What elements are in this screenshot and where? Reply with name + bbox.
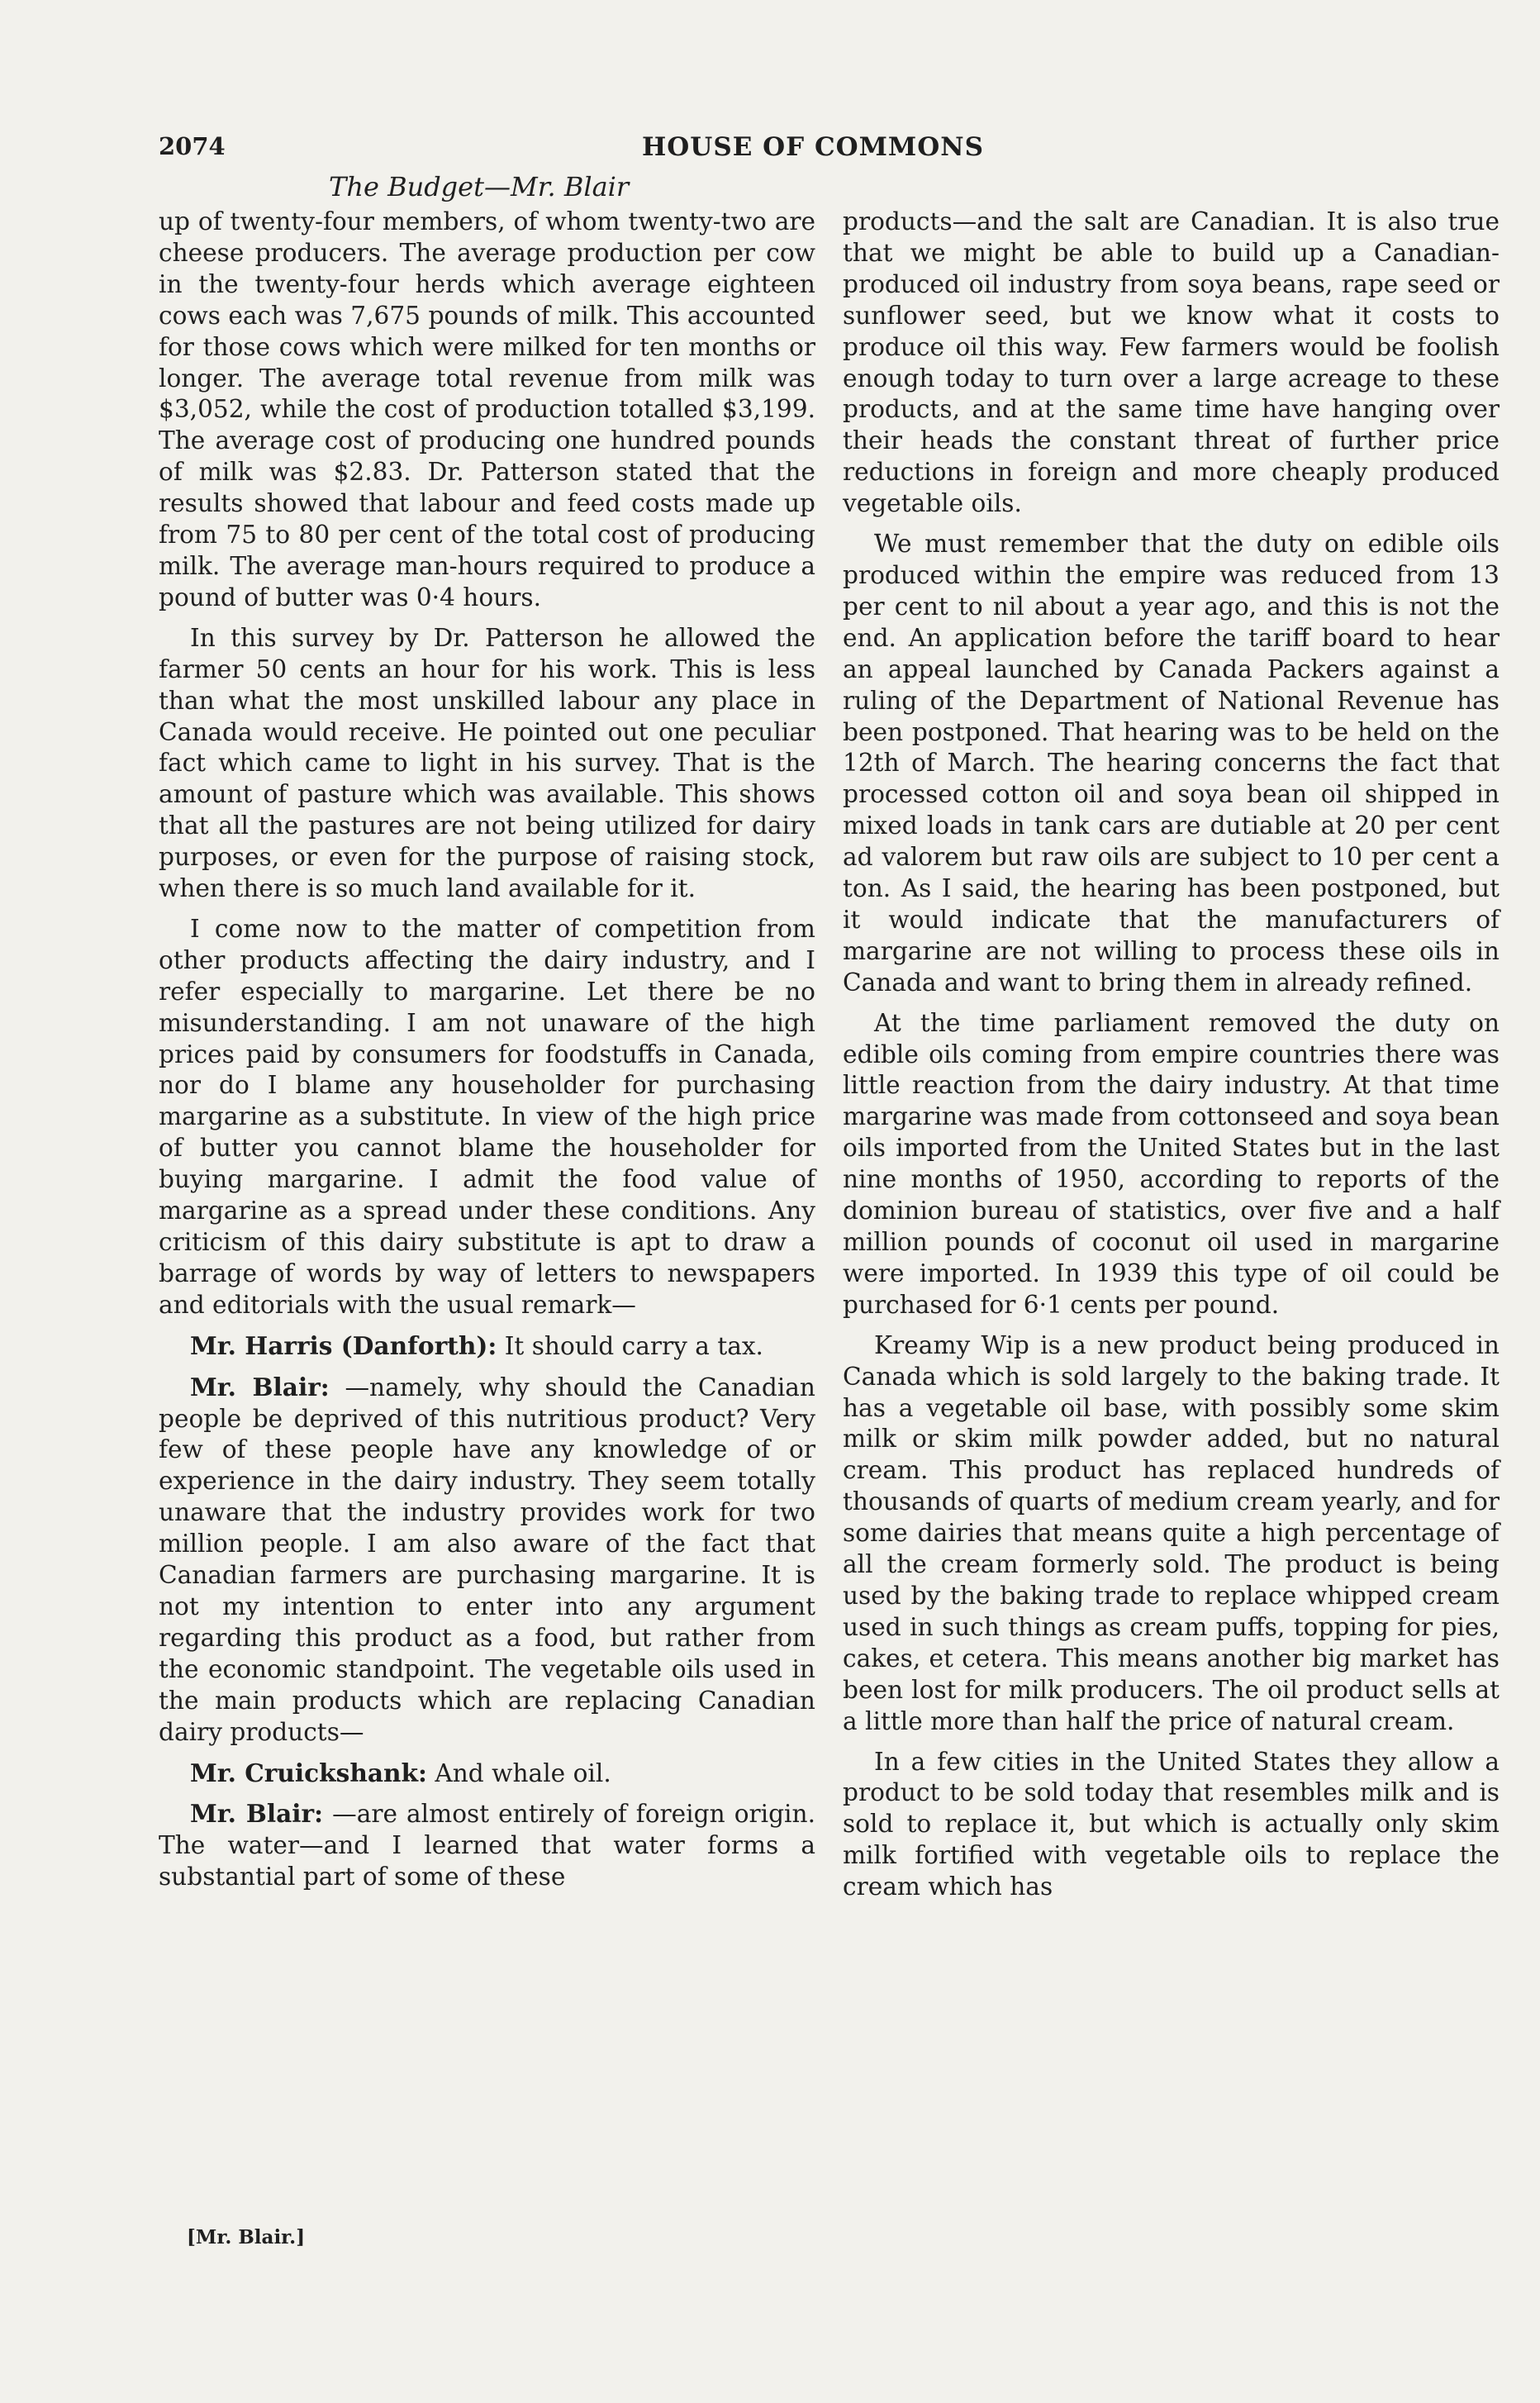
speech-paragraph	[159, 1798, 815, 1893]
paragraph: At the time parliament removed the duty on edible oils coming from empire countries there was little reaction from the dairy industry. At that time margarine was made from cottonseed and soya bean oils imported from the United States but in the last nine months of 1950, according to reports of the dominion bureau of statistics, over five and a half million pounds of coconut oil used in margarine were imported. In 1939 this type of oil could be purchased for 6·1 cents per pound.	[843, 1008, 1500, 1319]
speaker-name: Mr. Cruickshank:	[190, 1758, 427, 1787]
speaker-name: Mr. Blair:	[190, 1372, 330, 1401]
right-column	[843, 207, 1500, 1912]
left-column	[159, 207, 815, 1902]
paragraph: Kreamy Wip is a new product being produced in Canada which is sold largely to the baking trade. It has a vegetable oil base, with possibly some skim milk or skim milk powder added, but no natural cream. This product has replaced hundreds of thousands of quarts of medium cream yearly, and for some dairies that means quite a high percentage of all the cream formerly sold. The product is being used by the baking trade to replace whipped cream used in such things as cream puffs, topping for pies, cakes, et cetera. This means another big market has been lost for milk producers. The oil product sells at a little more than half the price of natural cream.	[843, 1330, 1500, 1735]
page-title: HOUSE OF COMMONS	[642, 132, 984, 162]
paragraph: up of twenty-four members, of whom twenty-two are cheese producers. The average production per cow in the twenty-four herds which average eighteen cows each was 7,675 pounds of milk. This accounted for those cows which were milked for ten months or longer. The average total revenue from milk was $3,052, while the cost of production totalled $3,199. The average cost of producing one hundred pounds of milk was $2.83. Dr. Patterson stated that the results showed that labour and feed costs made up from 75 to 80 per cent of the total cost of producing milk. The average man-hours required to produce a pound of butter was 0·4 hours.	[159, 207, 815, 611]
speech-text: —namely, why should the Canadian people be deprived of this nutritious product? Very few of these people have any knowledge of or experience in the dairy industry. They seem totally unaware that the industry provides work for two million people. I am also aware of the fact that Canadian farmers are purchasing margarine. It is not my intention to enter into any argument regarding this product as a food, but rather from the economic standpoint. The vegetable oils used in the main products which are replacing Canadian dairy products—	[159, 1373, 815, 1746]
speaker-name: Mr. Harris (Danforth):	[190, 1330, 497, 1360]
paragraph: In a few cities in the United States they allow a product to be sold today that resembles milk and is sold to replace it, but which is actually only skim milk fortified with vegetable oils to replace the cream which has	[843, 1747, 1500, 1901]
paragraph: I come now to the matter of competition from other products affecting the dairy industry, and I refer especially to margarine. Let there be no misunderstanding. I am not unaware of the high prices paid by consumers for foodstuffs in Canada, nor do I blame any householder for purchasing margarine as a substitute. In view of the high price of butter you cannot blame the householder for buying margarine. I admit the food value of margarine as a spread under these conditions. Any criticism of this dairy substitute is apt to draw a barrage of words by way of letters to newspapers and editorials with the usual remark—	[159, 914, 815, 1319]
page-header	[159, 132, 1467, 170]
speech-text: And whale oil.	[426, 1758, 611, 1787]
paragraph: products—and the salt are Canadian. It is also true that we might be able to build up a Canadian-produced oil industry from soya beans, rape seed or sunflower seed, but we know what it costs to produce oil this way. Few farmers would be foolish enough today to turn over a large acreage to these products, and at the same time have hanging over their heads the constant threat of further price reductions in foreign and more cheaply produced vegetable oils.	[843, 207, 1500, 518]
running-subtitle: The Budget—Mr. Blair	[329, 171, 630, 202]
paragraph: In this survey by Dr. Patterson he allowed the farmer 50 cents an hour for his work. This is less than what the most unskilled labour any place in Canada would receive. He pointed out one peculiar fact which came to light in his survey. That is the amount of pasture which was available. This shows that all the pastures are not being utilized for dairy purposes, or even for the purpose of raising stock, when there is so much land available for it.	[159, 623, 815, 903]
speech-paragraph	[159, 1330, 815, 1363]
speaker-footer: [Mr. Blair.]	[187, 2226, 306, 2248]
speech-text: It should carry a tax.	[497, 1331, 763, 1360]
speech-text: —are almost entirely of foreign origin. The water—and I learned that water forms a substantial part of some of these	[159, 1800, 815, 1891]
paragraph: We must remember that the duty on edible oils produced within the empire was reduced from 13 per cent to nil about a year ago, and this is not the end. An application before the tariff board to hear an appeal launched by Canada Packers against a ruling of the Department of National Revenue has been postponed. That hearing was to be held on the 12th of March. The hearing concerns the fact that processed cotton oil and soya bean oil shipped in mixed loads in tank cars are dutiable at 20 per cent ad valorem but raw oils are subject to 10 per cent a ton. As I said, the hearing has been postponed, but it would indicate that the manufacturers of margarine are not willing to process these oils in Canada and want to bring them in already refined.	[843, 530, 1500, 997]
speech-paragraph	[159, 1372, 815, 1749]
speech-paragraph	[159, 1758, 815, 1790]
speaker-name: Mr. Blair:	[190, 1799, 324, 1829]
page-number: 2074	[159, 132, 226, 160]
